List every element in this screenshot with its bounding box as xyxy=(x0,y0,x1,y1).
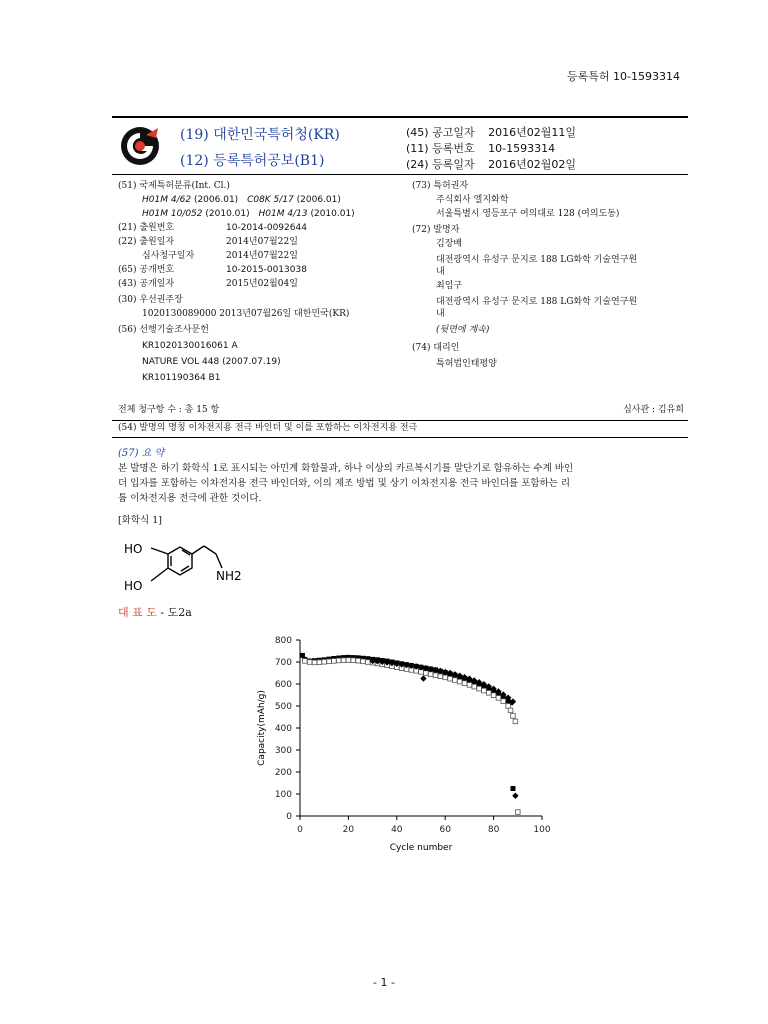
app-no-label: (21) 출원번호 xyxy=(118,223,175,233)
data-point-square-open xyxy=(438,674,443,679)
ipc-heading: (51) 국제특허분류(Int. Cl.) xyxy=(118,181,230,191)
logo xyxy=(118,124,162,168)
filing-label: (22) 출원일자 xyxy=(118,237,175,247)
ipc-line-2: H01M 10/052 (2010.01) H01M 4/13 (2010.01) xyxy=(142,209,355,219)
y-tick-label: 800 xyxy=(274,636,292,646)
inventor-1-name: 김장배 xyxy=(436,239,463,249)
data-point-square-open xyxy=(443,675,448,680)
pub-value: 2016년02월11일 xyxy=(488,126,576,139)
data-point-square-open xyxy=(467,683,472,688)
data-point-square-open xyxy=(433,673,438,678)
top-rule xyxy=(112,116,688,118)
pub-code: (45) xyxy=(406,126,429,139)
data-point-square-open xyxy=(491,693,496,698)
y-tick-label: 100 xyxy=(274,790,292,800)
pub-no-label: (65) 공개번호 xyxy=(118,265,175,275)
owner-name: 주식회사 엘지화학 xyxy=(436,195,509,205)
data-point-square-open xyxy=(361,659,366,664)
pub-no: 10-2015-0013038 xyxy=(226,265,307,275)
data-point-square-open xyxy=(448,676,453,681)
inventor-heading: (72) 발명자 xyxy=(412,225,460,235)
y-tick-label: 300 xyxy=(274,746,292,756)
y-tick-label: 600 xyxy=(274,680,292,690)
inventor-2-address-cont: 내 xyxy=(436,309,445,319)
x-axis-label: Cycle number xyxy=(389,843,453,853)
capacity-chart xyxy=(250,630,560,856)
nh2-label: NH2 xyxy=(216,569,242,583)
y-tick-label: 500 xyxy=(274,702,292,712)
page-header xyxy=(567,68,680,84)
data-point-square-open xyxy=(351,658,356,663)
title-rule-bottom xyxy=(112,437,688,438)
prior-art-2: NATURE VOL 448 (2007.07.19) xyxy=(142,357,281,367)
data-point-square-open xyxy=(477,686,482,691)
data-point-square-open xyxy=(356,658,361,663)
y-tick-label: 400 xyxy=(274,724,292,734)
y-axis-label: Capacity(mAh/g) xyxy=(257,690,267,766)
prior-art-1: KR1020130016061 A xyxy=(142,341,238,351)
x-tick-label: 60 xyxy=(439,825,451,835)
priority-heading: (30) 우선권주장 xyxy=(118,295,183,305)
data-point-square-open xyxy=(457,679,462,684)
pub-date: 2015년02월04일 xyxy=(226,279,298,289)
pub-info-announce xyxy=(406,124,576,140)
agent-heading: (74) 대리인 xyxy=(412,343,460,353)
x-tick-label: 80 xyxy=(487,825,500,835)
abstract-line-3: 튬 이차전지용 전극에 관한 것이다. xyxy=(118,493,262,504)
abstract-line-1: 본 발명은 하기 화학식 1로 표시되는 아민계 화합물과, 하나 이상의 카르복시기를 말단기로 함유하는 수계 바인 xyxy=(118,463,574,474)
publication-type: (12) 등록특허공보(B1) xyxy=(180,153,325,169)
data-point-square-filled xyxy=(510,786,515,791)
claims-count: 전체 청구항 수 : 총 15 항 xyxy=(118,405,220,415)
pub-info-regno xyxy=(406,140,555,156)
registration-number: 10-1593314 xyxy=(613,70,680,83)
inventor-2-name: 최임구 xyxy=(436,281,463,291)
owner-address: 서울특별시 영등포구 여의대로 128 (여의도동) xyxy=(436,209,620,219)
inventor-1-address: 대전광역시 유성구 문지로 188 LG화학 기술연구원 xyxy=(436,255,638,265)
exam-date: 2014년07월22일 xyxy=(226,251,298,261)
formula-label: [화학식 1] xyxy=(118,515,163,526)
pub-label: 등록일자 xyxy=(432,158,475,171)
invention-title: (54) 발명의 명칭 이차전지용 전극 바인더 및 이를 포함하는 이차전지용 전극 xyxy=(118,423,418,433)
data-point-square-open xyxy=(462,681,467,686)
data-point-square-open xyxy=(508,708,513,713)
x-tick-label: 0 xyxy=(297,825,303,835)
filing-date: 2014년07월22일 xyxy=(226,237,298,247)
x-tick-label: 40 xyxy=(391,825,403,835)
data-point-square-open xyxy=(303,659,308,664)
pub-date-label: (43) 공개일자 xyxy=(118,279,175,289)
data-point-square-open xyxy=(341,658,346,663)
app-no: 10-2014-0092644 xyxy=(226,223,307,233)
rep-figure xyxy=(118,604,192,620)
data-point-square-open xyxy=(346,658,351,663)
x-tick-label: 20 xyxy=(342,825,355,835)
chemical-structure xyxy=(118,532,258,602)
data-point-square-open xyxy=(336,658,341,663)
data-point-square-open xyxy=(506,704,511,709)
prior-art-heading: (56) 선행기술조사문헌 xyxy=(118,325,209,335)
data-point-square-open xyxy=(332,659,337,664)
data-point-square-open xyxy=(511,714,516,719)
data-point-square-open xyxy=(365,660,370,665)
office-name: (19) 대한민국특허청(KR) xyxy=(180,127,340,143)
data-point-square-open xyxy=(424,671,429,676)
pub-code: (11) xyxy=(406,142,429,155)
data-point-square-open xyxy=(486,691,491,696)
data-point-square-open xyxy=(327,659,332,664)
data-point-square-open xyxy=(312,660,317,665)
x-tick-label: 100 xyxy=(533,825,551,835)
data-point-square-open xyxy=(513,719,518,724)
ipc-line-1: H01M 4/62 (2006.01) C08K 5/17 (2006.01) xyxy=(142,195,341,205)
abstract-heading: (57) 요 약 xyxy=(118,448,165,459)
agent-name: 특허법인태평양 xyxy=(436,359,497,369)
pub-value: 2016년02월02일 xyxy=(488,158,576,171)
inventor-1-address-cont: 내 xyxy=(436,267,445,277)
data-point-square-open xyxy=(453,678,458,683)
data-point-square-open xyxy=(307,660,312,665)
owner-heading: (73) 특허권자 xyxy=(412,181,469,191)
examiner: 심사관 : 김유희 xyxy=(623,405,684,415)
title-rule-top xyxy=(112,420,688,421)
inventor-2-address: 대전광역시 유성구 문지로 188 LG화학 기술연구원 xyxy=(436,297,638,307)
data-point-square-open xyxy=(428,672,433,677)
data-point-square-open xyxy=(516,810,521,815)
pub-code: (24) xyxy=(406,158,429,171)
data-point-square-open xyxy=(472,684,477,689)
kipo-emblem-icon xyxy=(118,124,162,168)
data-point-square-open xyxy=(317,660,322,665)
data-point-square-open xyxy=(322,659,327,664)
y-tick-label: 700 xyxy=(274,658,292,668)
exam-label: 심사청구일자 xyxy=(142,251,195,261)
data-point-square-open xyxy=(482,688,487,693)
pub-label: 공고일자 xyxy=(432,126,475,139)
page-number: - 1 - xyxy=(373,976,395,989)
rep-figure-label: 대 표 도 xyxy=(118,606,157,619)
data-point-square-open xyxy=(496,696,501,701)
registration-label: 등록특허 xyxy=(567,70,610,83)
pub-label: 등록번호 xyxy=(432,142,475,155)
continued-note: (뒷면에 계속) xyxy=(436,325,490,335)
prior-art-3: KR101190364 B1 xyxy=(142,373,221,383)
pub-value: 10-1593314 xyxy=(488,142,556,155)
rep-figure-value: - 도2a xyxy=(160,606,192,619)
header-rule xyxy=(112,174,688,175)
priority-line: 1020130089000 2013년07월26일 대한민국(KR) xyxy=(142,309,350,319)
data-point-square-open xyxy=(501,699,506,704)
ho-top-label: HO xyxy=(124,542,143,556)
abstract-line-2: 더 입자를 포함하는 이차전지용 전극 바인더와, 이의 제조 방법 및 상기 이차전지용 전극 바인더를 포함하는 리 xyxy=(118,478,571,489)
ho-bottom-label: HO xyxy=(124,579,143,593)
y-tick-label: 0 xyxy=(286,812,292,822)
y-tick-label: 200 xyxy=(274,768,292,778)
pub-info-regdate xyxy=(406,156,576,172)
